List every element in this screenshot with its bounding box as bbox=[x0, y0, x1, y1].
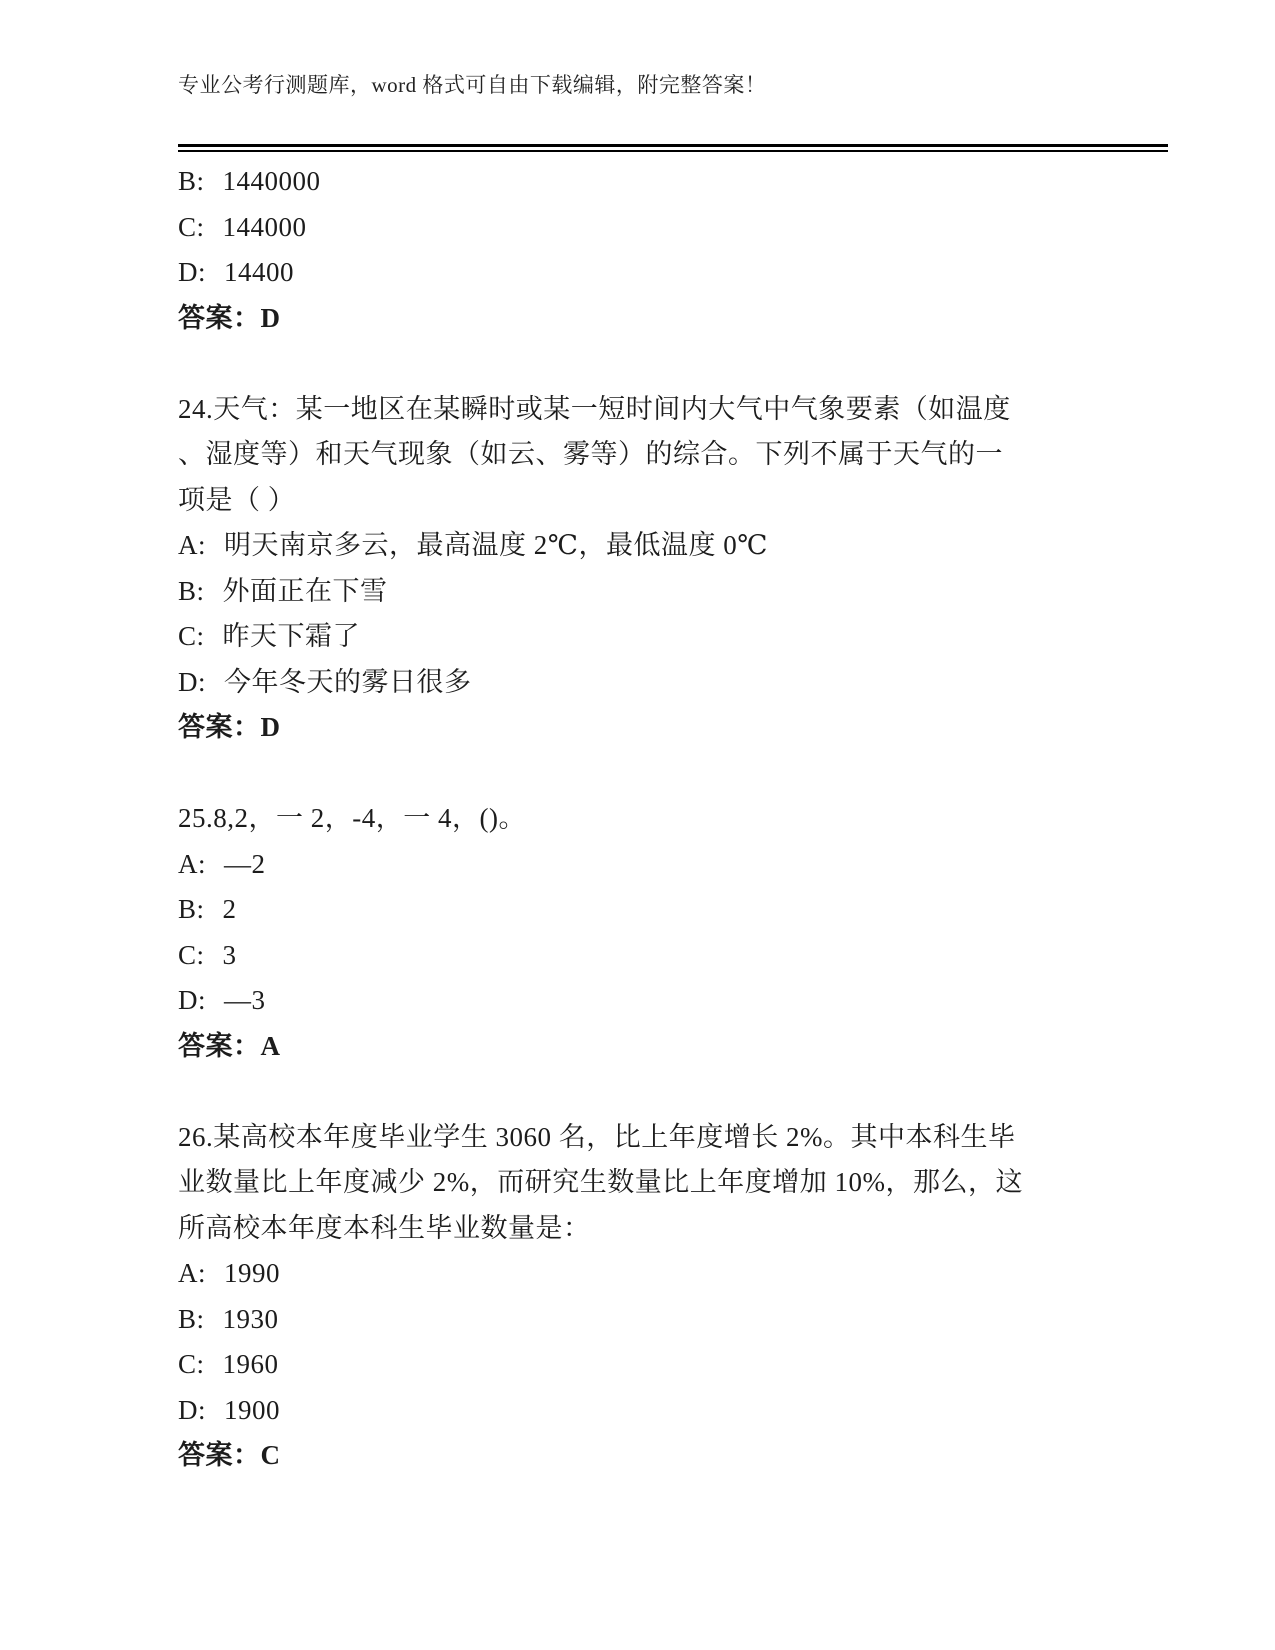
option-row bbox=[178, 978, 1168, 1024]
question-text-line: 业数量比上年度减少 2%，而研究生数量比上年度增加 10%，那么，这 bbox=[178, 1167, 1023, 1197]
question-text-line: 25.8,2，一 2，-4，一 4，()。 bbox=[178, 803, 526, 833]
question-text-line: 、湿度等）和天气现象（如云、雾等）的综合。下列不属于天气的一 bbox=[178, 439, 1003, 469]
option-value: 今年冬天的雾日很多 bbox=[224, 666, 472, 697]
content-column bbox=[178, 72, 1168, 1479]
option-value: 2 bbox=[222, 894, 237, 924]
question-block bbox=[178, 796, 1168, 1069]
option-row bbox=[178, 614, 1168, 660]
question-text-line: 所高校本年度本科生毕业数量是： bbox=[178, 1212, 591, 1243]
option-label: C: bbox=[178, 1349, 205, 1379]
option-row bbox=[178, 1388, 1168, 1434]
option-label: C: bbox=[178, 621, 205, 651]
option-row bbox=[178, 250, 1168, 296]
option-label: A: bbox=[178, 848, 206, 879]
page-header bbox=[178, 72, 1168, 152]
option-value: —3 bbox=[224, 985, 266, 1015]
option-label: A: bbox=[178, 1258, 206, 1288]
option-label: B: bbox=[178, 166, 205, 196]
option-value: 1930 bbox=[222, 1303, 279, 1334]
option-row bbox=[178, 205, 1168, 251]
option-value: 144000 bbox=[222, 211, 307, 242]
option-label: C: bbox=[178, 211, 205, 242]
question-block bbox=[178, 1115, 1168, 1479]
option-label: A: bbox=[178, 530, 206, 560]
question-text-line: 26.某高校本年度毕业学生 3060 名，比上年度增长 2%。其中本科生毕 bbox=[178, 1121, 1016, 1152]
option-row bbox=[178, 933, 1168, 979]
question-text-line: 24.天气：某一地区在某瞬时或某一短时间内大气中气象要素（如温度 bbox=[178, 393, 1011, 424]
questions-container bbox=[178, 159, 1168, 1479]
option-value: 3 bbox=[222, 939, 237, 970]
option-label: D: bbox=[178, 1394, 206, 1425]
question-text-line: 项是（ ） bbox=[178, 484, 296, 515]
option-row bbox=[178, 1251, 1168, 1297]
option-label: D: bbox=[178, 666, 206, 697]
option-value: 明天南京多云，最高温度 2℃，最低温度 0℃ bbox=[224, 530, 768, 560]
answer-line: 答案：C bbox=[178, 1440, 281, 1470]
option-label: C: bbox=[178, 939, 205, 970]
option-row bbox=[178, 842, 1168, 888]
option-value: 外面正在下雪 bbox=[222, 575, 388, 606]
option-label: B: bbox=[178, 575, 205, 606]
header-title: 专业公考行测题库，word 格式可自由下载编辑，附完整答案！ bbox=[178, 73, 767, 97]
option-row bbox=[178, 887, 1168, 933]
answer-line: 答案：A bbox=[178, 1030, 281, 1061]
option-label: D: bbox=[178, 985, 206, 1015]
answer-line: 答案：D bbox=[178, 712, 281, 742]
option-row bbox=[178, 660, 1168, 706]
header-double-rule bbox=[178, 144, 1168, 152]
option-value: —2 bbox=[224, 848, 266, 879]
option-value: 昨天下霜了 bbox=[222, 621, 361, 651]
option-value: 14400 bbox=[224, 257, 294, 287]
option-row bbox=[178, 159, 1168, 205]
option-value: 1440000 bbox=[222, 166, 321, 196]
question-block bbox=[178, 159, 1168, 341]
option-row bbox=[178, 569, 1168, 615]
option-row bbox=[178, 1297, 1168, 1343]
option-row bbox=[178, 1342, 1168, 1388]
option-row bbox=[178, 523, 1168, 569]
option-value: 1990 bbox=[224, 1258, 280, 1288]
answer-line: 答案：D bbox=[178, 302, 281, 333]
option-label: B: bbox=[178, 1303, 205, 1334]
option-value: 1900 bbox=[224, 1394, 280, 1425]
option-label: D: bbox=[178, 257, 206, 287]
option-label: B: bbox=[178, 894, 205, 924]
option-value: 1960 bbox=[222, 1349, 279, 1379]
question-block bbox=[178, 387, 1168, 751]
